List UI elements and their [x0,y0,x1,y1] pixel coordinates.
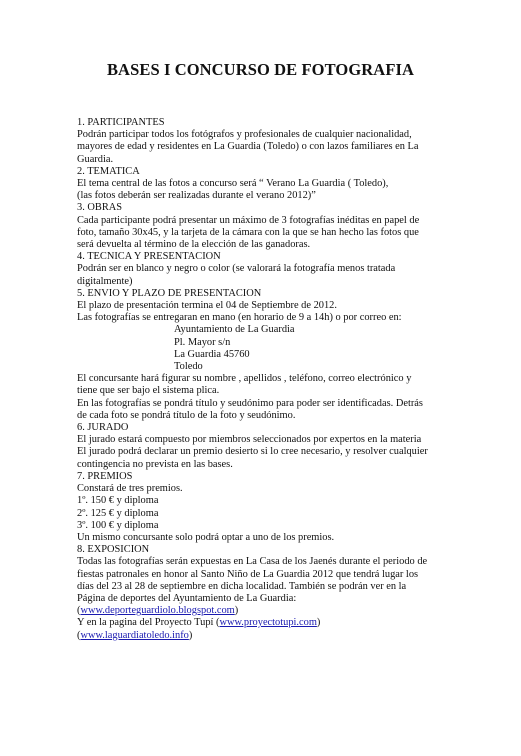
text-line: Podrán participar todos los fotógrafos y profesionales de cualquier nacionalidad, [77,129,412,141]
link-prefix: Y en la pagina del Proyecto Tupí ( [77,617,220,629]
address-line: La Guardia 45760 [174,348,250,360]
link-proyectotupi[interactable]: www.proyectotupi.com [219,617,317,629]
prize-line: 3º. 100 € y diploma [77,519,159,531]
text-line: Guardia. [77,153,114,165]
paren-close: ) [316,617,321,629]
section-heading-premios: 7. PREMIOS [77,470,133,482]
text-line: El jurado estará compuesto por miembros seleccionados por expertos en la materia [77,434,422,446]
text-line: será devuelta al término de la elección de las ganadoras. [77,239,311,251]
text-line: En las fotografías se pondrá título y seudónimo para poder ser identificadas. Detrás [77,397,423,409]
text-line: de cada foto se pondrá título de la foto y seudónimo. [77,409,296,421]
paren-open: ( [77,605,81,617]
prize-line: 1º. 150 € y diploma [77,495,159,507]
text-line: (las fotos deberán ser realizadas durante el verano 2012)” [77,190,316,202]
text-line: tiene que ser bajo el sistema plica. [77,385,220,397]
link-deporteguardiolo[interactable]: www.deporteguardiolo.blogspot.com [80,605,235,617]
prize-line: 2º. 125 € y diploma [77,507,159,519]
section-heading-envio: 5. ENVIO Y PLAZO DE PRESENTACION [77,287,262,299]
link-line [77,617,517,629]
address-line: Ayuntamiento de La Guardia [174,324,295,336]
section-heading-participantes: 1. PARTICIPANTES [77,117,165,128]
section-heading-exposicion: 8. EXPOSICION [77,544,150,556]
section-heading-tematica: 2. TEMATICA [77,165,140,177]
text-line: El plazo de presentación termina el 04 de Septiembre de 2012. [77,300,337,312]
document-title: BASES I CONCURSO DE FOTOGRAFIA [106,60,415,79]
link-line [77,605,517,617]
text-line: foto, tamaño 30x45, y la tarjeta de la cámara con la que se han hecho las fotos que [77,226,419,238]
document-body [77,117,517,642]
link-laguardiatoledo[interactable]: www.laguardiatoledo.info [80,629,189,641]
text-line: digitalmente) [77,275,133,287]
text-line: Constará de tres premios. [77,483,183,495]
text-line: mayores de edad y residentes en La Guardia (Toledo) o con lazos familiares en La [77,141,419,153]
text-line: fiestas patronales en honor al Santo Niño de La Guardia 2012 que tendrá lugar los [77,568,419,580]
text-line: El concursante hará figurar su nombre , apellidos , teléfono, correo electrónico y [77,373,412,385]
link-line [77,630,517,642]
text-line: Podrán ser en blanco y negro o color (se valorará la fotografía menos tratada [77,263,396,275]
section-heading-jurado: 6. JURADO [77,422,129,434]
text-line: Todas las fotografías serán expuestas en La Casa de los Jaenés durante el periodo de [77,556,428,568]
paren-close: ) [234,605,239,617]
text-line: Un mismo concursante solo podrá optar a uno de los premios. [77,531,335,543]
text-line: Las fotografías se entregaran en mano (en horario de 9 a 14h) o por correo en: [77,312,402,324]
address-line: Toledo [174,361,203,373]
paren-close: ) [188,629,193,641]
text-line: El jurado podrá declarar un premio desierto si lo cree necesario, y resolver cualquier [77,446,428,458]
text-line: El tema central de las fotos a concurso será “ Verano La Guardia ( Toledo), [77,178,389,190]
paren-open: ( [77,629,81,641]
text-line: días del 23 al 28 de septiembre en dicha localidad. También se podrán ver en la [77,580,407,592]
address-line: Pl. Mayor s/n [174,336,231,348]
section-heading-tecnica: 4. TECNICA Y PRESENTACION [77,251,221,263]
text-line: contingencia no prevista en las bases. [77,458,233,470]
section-heading-obras: 3. OBRAS [77,202,123,214]
text-line: Página de deportes del Ayuntamiento de La Guardia: [77,592,297,604]
text-line: Cada participante podrá presentar un máximo de 3 fotografías inéditas en papel de [77,214,420,226]
